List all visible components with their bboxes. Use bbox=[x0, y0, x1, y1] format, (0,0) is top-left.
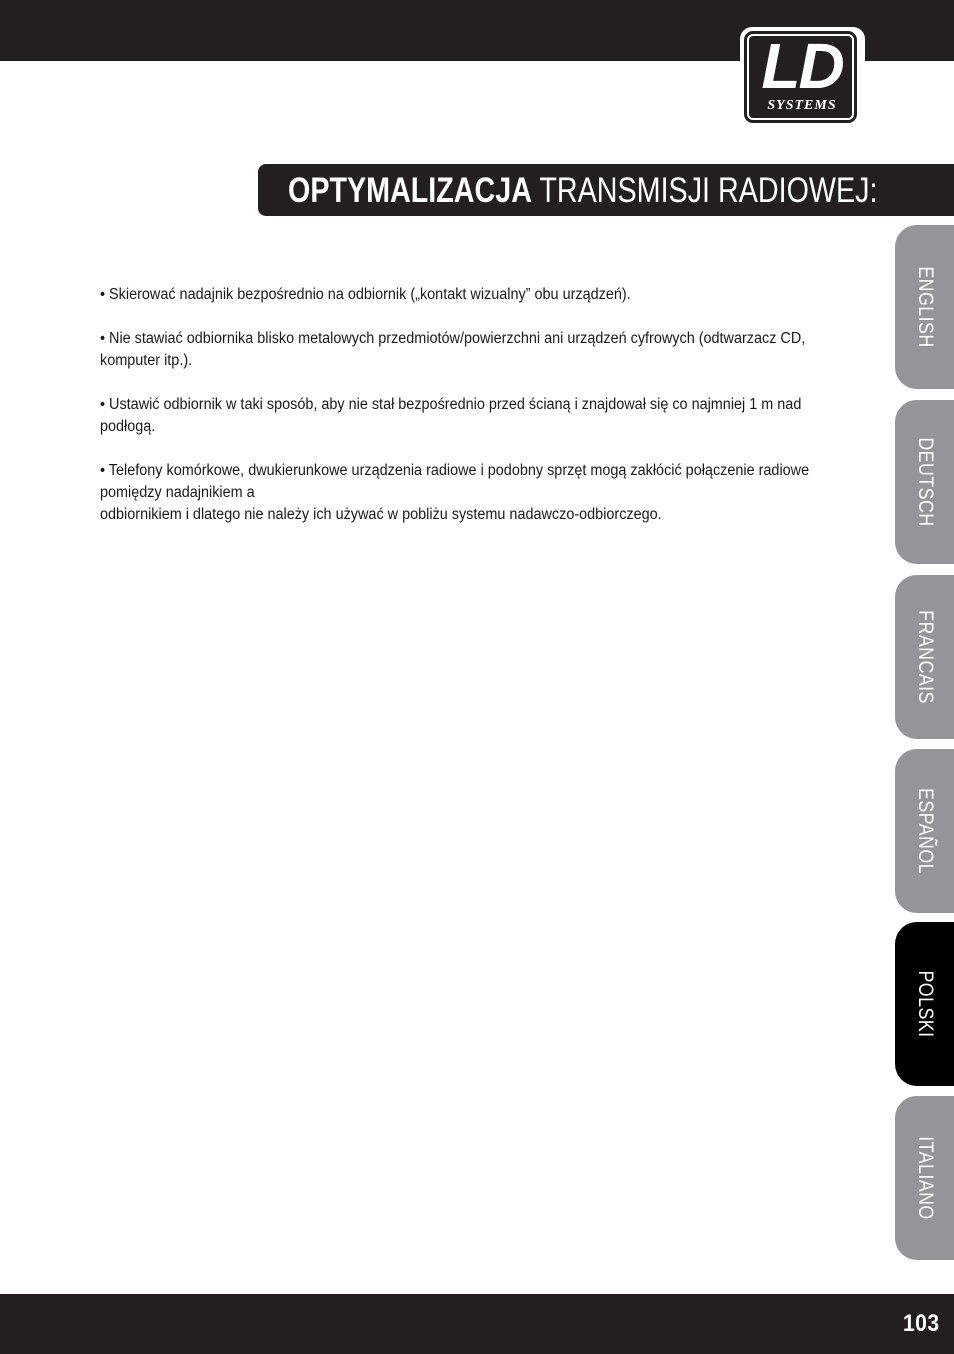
ld-systems-logo bbox=[740, 27, 865, 127]
logo-subtitle: SYSTEMS bbox=[767, 98, 837, 113]
tab-espanol-label: ESPAÑOL bbox=[913, 788, 937, 874]
bullet-item-1: • Skierować nadajnik bezpośrednio na odbiornik („kontakt wizualny” obu urządzeń). bbox=[100, 286, 631, 303]
bullet-item-4: • Telefony komórkowe, dwukierunkowe urządzenia radiowe i podobny sprzęt mogą zakłócić połączenie radiowe pomiędzy nadajnikiem a bbox=[100, 462, 810, 501]
bottom-bar bbox=[0, 1294, 954, 1354]
section-title-bold: OPTYMALIZACJA bbox=[288, 171, 532, 210]
bullet-item-4-continuation: odbiornikiem i dlatego nie należy ich używać w pobliżu systemu nadawczo-odbiorczego. bbox=[100, 506, 662, 523]
tab-espanol[interactable] bbox=[895, 749, 954, 913]
tab-francais-label: FRANCAIS bbox=[913, 610, 937, 704]
logo-badge bbox=[744, 31, 857, 123]
bullet-list bbox=[100, 284, 860, 548]
section-title bbox=[288, 170, 877, 212]
page-number: 103 bbox=[903, 1310, 940, 1337]
bullet-item-3: • Ustawić odbiornik w taki sposób, aby nie stał bezpośrednio przed ścianą i znajdował się co najmniej 1 m nad podłogą. bbox=[100, 396, 802, 435]
logo-letters: LD bbox=[761, 30, 843, 102]
tab-polski-label: POLSKI bbox=[913, 970, 937, 1038]
tab-english[interactable] bbox=[895, 225, 954, 389]
tab-deutsch[interactable] bbox=[895, 400, 954, 564]
section-title-regular: TRANSMISJI RADIOWEJ: bbox=[531, 171, 878, 210]
bullet-item-2: • Nie stawiać odbiornika blisko metalowych przedmiotów/powierzchni ani urządzeń cyfrowych (odtwarzacz CD, komputer itp.). bbox=[100, 330, 806, 369]
section-title-bar bbox=[258, 164, 954, 216]
tab-francais[interactable] bbox=[895, 575, 954, 739]
tab-polski[interactable] bbox=[895, 922, 954, 1086]
tab-english-label: ENGLISH bbox=[913, 266, 937, 348]
tab-deutsch-label: DEUTSCH bbox=[913, 437, 937, 527]
tab-italiano-label: ITALIANO bbox=[913, 1136, 937, 1220]
tab-italiano[interactable] bbox=[895, 1096, 954, 1260]
